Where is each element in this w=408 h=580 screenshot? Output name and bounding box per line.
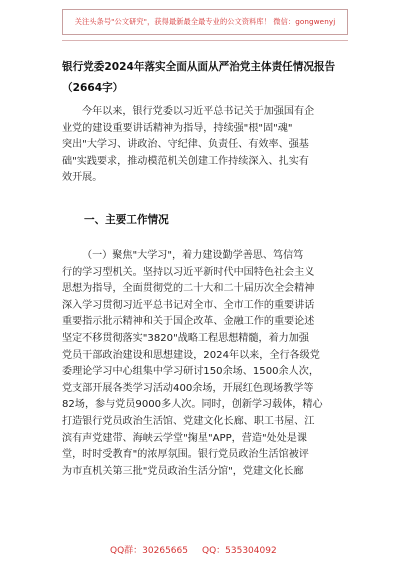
intro-paragraph bbox=[62, 104, 348, 187]
header-divider bbox=[62, 40, 348, 41]
paragraph-line: 滨有声党建带、海峡云学堂"掬星"APP，营造"处处是课 bbox=[62, 432, 307, 444]
paragraph-line: 行的学习型机关。坚持以习近平新时代中国特色社会主义 bbox=[62, 266, 315, 278]
paragraph-line: 突出"大学习、讲政治、守纪律、负责任、有效率、强基 bbox=[62, 139, 309, 151]
paragraph-line: 效开展。 bbox=[62, 172, 103, 184]
paragraph-line: 委理论学习中心组集中学习研讨150余场、1500余人次， bbox=[62, 366, 319, 378]
promo-banner-text: 关注头条号"公文研究"，获得最新最全最专业的公文资料库！ 微信：gongwenyj bbox=[74, 17, 336, 26]
paragraph-line: 思想为指导，全面贯彻党的二十大和二十届历次全会精神 bbox=[62, 283, 315, 295]
paragraph-line: （一）聚焦"大学习"，着力建设勤学善思、笃信笃 bbox=[82, 250, 304, 261]
section-heading: 一、主要工作情况 bbox=[84, 214, 169, 226]
document-title: 银行党委2024年落实全面从面从严治党主体责任情况报告 bbox=[62, 61, 336, 73]
paragraph-line: 党支部开展各类学习活动400余场，开展红色现场教学等 bbox=[62, 382, 314, 394]
paragraph-line: 为市直机关第三批"党员政治生活分馆"，党建文化长廊 bbox=[62, 465, 304, 477]
paragraph-line: 重要指示批示精神和关于国企改革、金融工作的重要论述 bbox=[62, 316, 315, 328]
paragraph-line: 今年以来，银行党委以习近平总书记关于加强国有企 bbox=[82, 106, 315, 117]
paragraph-line: 坚定不移贯彻落实"3820"战略工程思想精髓，着力加强 bbox=[62, 332, 309, 344]
promo-banner bbox=[62, 9, 348, 35]
section-paragraph bbox=[62, 248, 348, 480]
paragraph-line: 82场，参与党员9000多人次。同时，创新学习载体，精心 bbox=[62, 399, 323, 411]
paragraph-line: 础"实践要求，推动模范机关创建工作持续深入、扎实有 bbox=[62, 155, 309, 167]
word-count: （2664字） bbox=[62, 82, 124, 94]
paragraph-line: 深入学习贯彻习近平总书记对全市、全市工作的重要讲话 bbox=[62, 299, 315, 311]
qq-text: QQ：535304092 bbox=[201, 546, 277, 556]
paragraph-line: 打造银行党员政治生活馆、党建文化长廊、职工书屋、江 bbox=[62, 415, 315, 427]
contact-footer bbox=[110, 543, 277, 556]
paragraph-line: 业党的建设重要讲话精神为指导，持续强"根"固"魂" bbox=[62, 122, 293, 134]
paragraph-line: 党员干部政治建设和思想建设，2024年以来，全行各级党 bbox=[62, 349, 320, 361]
qq-group-text: QQ群：30265665 bbox=[110, 546, 188, 556]
paragraph-line: 堂，时时受教育"的浓厚氛围。银行党员政治生活馆被评 bbox=[62, 449, 309, 461]
